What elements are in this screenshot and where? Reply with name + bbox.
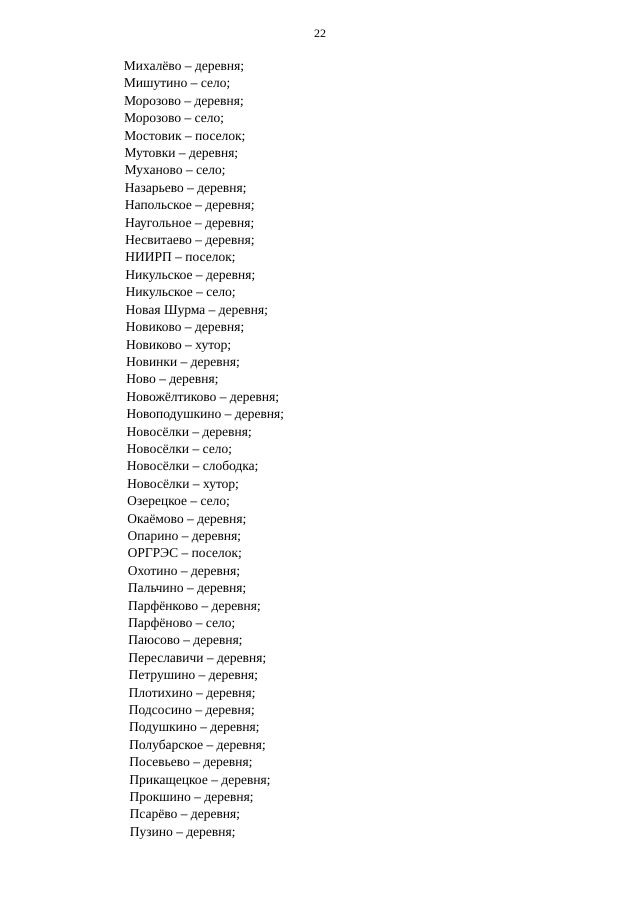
list-item: ОРГРЭС – поселок; [127,545,243,561]
list-item: Прокшино – деревня; [129,789,254,805]
list-item: Новинки – деревня; [125,353,241,369]
list-item: Новая Шурма – деревня; [125,301,269,317]
list-item: Петрушино – деревня; [128,667,259,683]
list-item: Напольское – деревня; [124,197,255,213]
list-item: Пальчино – деревня; [127,580,247,596]
list-item: Мутовки – деревня; [124,145,239,161]
list-item: Новосёлки – хутор; [126,475,240,491]
list-item: Новосёлки – слободка; [126,458,259,474]
list-item: Новосёлки – село; [126,440,233,456]
list-item: Назарьево – деревня; [124,179,247,195]
list-item: Новиково – деревня; [125,319,245,335]
list-item: Никульское – деревня; [125,266,256,282]
list-item: Охотино – деревня; [127,562,241,578]
list-item: Посевьево – деревня; [129,754,253,770]
list-item: Опарино – деревня; [127,527,242,543]
list-item: Прикащецкое – деревня; [129,771,271,787]
list-item: Мишутино – село; [123,75,231,91]
list-item: Новожёлтиково – деревня; [126,388,280,404]
list-item: Парфёнково – деревня; [127,597,261,613]
list-item: Ново – деревня; [126,371,219,387]
list-item: Новиково – хутор; [125,336,232,352]
list-item: Муханово – село; [124,162,226,178]
list-item: Переславичи – деревня; [128,649,267,665]
list-item: Морозово – деревня; [123,92,244,108]
list-item: Наугольное – деревня; [124,214,255,230]
page-number: 22 [314,26,326,40]
list-item: Морозово – село; [123,110,225,126]
list-item: Мостовик – поселок; [124,127,246,143]
list-item: Михалёво – деревня; [123,58,245,73]
list-item: Подушкино – деревня; [128,719,260,735]
list-item: Озерецкое – село; [126,493,231,509]
list-item: Новоподушкино – деревня; [126,406,285,422]
list-item: Несвитаево – деревня; [124,232,255,248]
list-item: Парфёново – село; [127,615,236,630]
list-item: Псарёво – деревня; [129,806,241,822]
list-item: Никульское – село; [125,284,236,300]
list-item: НИИРП – поселок; [125,249,236,265]
settlement-list [0,57,640,840]
list-item: Окаёмово – деревня; [127,510,247,526]
list-item: Пузино – деревня; [129,823,236,839]
list-item: Подсосино – деревня; [128,702,255,718]
list-item: Плотихино – деревня; [128,684,256,700]
list-item: Паюсово – деревня; [128,632,243,648]
list-item: Новосёлки – деревня; [126,423,252,439]
list-item: Полубарское – деревня; [128,736,266,752]
